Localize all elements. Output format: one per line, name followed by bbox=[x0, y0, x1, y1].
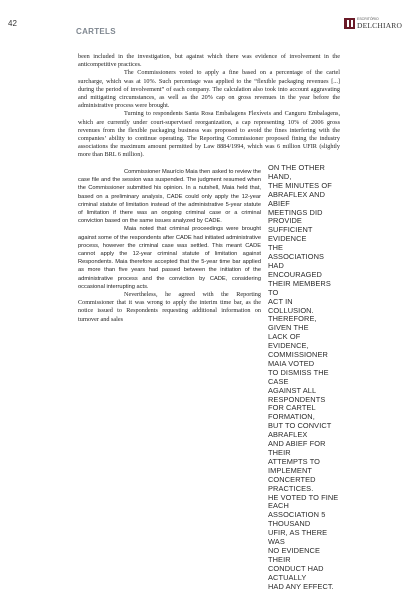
logo-line-1: ESCRITÓRIO bbox=[357, 17, 379, 21]
paragraph: Nevertheless, he agreed with the Reporting Commissioner that it was wrong to apply the interim time bar, as the notice issued to Respondents requesting additional information on turnover and sales bbox=[78, 291, 261, 323]
pull-quote-line: BUT TO CONVICT ABRAFLEX bbox=[268, 421, 332, 440]
pull-quote-line: THE ASSOCIATIONS bbox=[268, 243, 325, 262]
pull-quote bbox=[268, 164, 340, 592]
pull-quote-line: HE VOTED TO FINE EACH bbox=[268, 492, 339, 511]
logo-line-2: DELCHIARO bbox=[357, 21, 403, 30]
paragraph: Commissioner Maurício Maia then asked to review the case file and the session was suspended. The judgment resumed when the Commissioner submitted his opinion. In a nutshell, Maia held that, based on a preliminary analysis, CADE could only apply the 12-year criminal statute of limitation instead of the administrative 5-year statute of limitation if there was an ongoing criminal case or a criminal conviction based on the same issues analyzed by CADE. bbox=[78, 169, 261, 225]
firm-logo bbox=[344, 15, 412, 31]
paragraph: been included in the investigation, but against which there was evidence of involvement in the anticompetitive practices. bbox=[78, 53, 340, 69]
pull-quote-line: ATTEMPTS TO IMPLEMENT bbox=[268, 456, 321, 475]
pull-quote-line: MEETINGS DID PROVIDE bbox=[268, 207, 323, 226]
pull-quote-line: TO DISMISS THE CASE bbox=[268, 367, 329, 386]
pull-quote-line: HAD ENCOURAGED bbox=[268, 260, 322, 279]
pull-quote-line: UFIR, AS THERE WAS bbox=[268, 528, 328, 547]
page-number: 42 bbox=[8, 19, 17, 28]
paragraph: Maia noted that criminal proceedings were brought against some of the respondents after CADE had initiated administrative process, however the criminal case was settled. This meant CADE cannot apply the 12-year criminal statute of limitation against Respondents. Maia therefore accepted that the 5-year time bar applied as more than five years had passed between the initiation of the administrative process and the conviction by CADE, considering occasional interrupting acts. bbox=[78, 226, 261, 290]
pull-quote-line: AGAINST ALL RESPONDENTS bbox=[268, 385, 326, 404]
pull-quote-line: ABRAFLEX AND ABIEF bbox=[268, 189, 326, 208]
section-title: CARTELS bbox=[76, 27, 116, 36]
paragraph: Turning to respondents Santa Rosa Embalagens Flexíveis and Canguru Embalagens, which are currently under court-supervised reorganization, a cap representing 10% of 2006 gross revenues from the flexible packaging business was proposed to avoid the fines interfering with the companies’ ability to continue operating. The Reporting Commissioner proposed fining the industry associations the maximum amount permitted by Law 8884/1994, which was 6 million UFIR (slightly more than BRL 6 million). bbox=[78, 110, 340, 159]
pull-quote-line: AND ABIEF FOR THEIR bbox=[268, 439, 326, 457]
pull-quote-line: SUFFICIENT EVIDENCE bbox=[268, 225, 313, 244]
pull-quote-line: LACK OF EVIDENCE, bbox=[268, 332, 309, 351]
pull-quote-line: NO EVIDENCE THEIR bbox=[268, 545, 321, 564]
pull-quote-line: CONDUCT HAD ACTUALLY bbox=[268, 563, 324, 582]
pull-quote-line: HAD ANY EFFECT. bbox=[268, 581, 334, 591]
logo-mark-icon bbox=[344, 18, 355, 29]
pull-quote-line: THEIR MEMBERS TO bbox=[268, 278, 331, 297]
full-width-text bbox=[78, 53, 340, 160]
pull-quote-line: ON THE OTHER HAND, bbox=[268, 163, 325, 181]
pull-quote-line: COMMISSIONER MAIA VOTED bbox=[268, 350, 328, 368]
pull-quote-line: CONCERTED PRACTICES. bbox=[268, 474, 316, 493]
body-column bbox=[78, 168, 261, 324]
paragraph: The Commissioners voted to apply a fine based on a percentage of the cartel surcharge, which was at 10%. Such percentage was applied to the “flexible packaging revenues [...] during the period of involvement” of each company. The calculation also took into account aggravating and mitigating circumstances, as well as the 20% cap on gross revenues in the year before the administrative process were brought. bbox=[78, 69, 340, 110]
pull-quote-line: ASSOCIATION 5 THOUSAND bbox=[268, 510, 326, 529]
pull-quote-line: FOR CARTEL FORMATION, bbox=[268, 403, 316, 422]
pull-quote-line: THE MINUTES OF bbox=[268, 180, 332, 190]
pull-quote-line: ACT IN COLLUSION. bbox=[268, 296, 314, 315]
pull-quote-line: THEREFORE, GIVEN THE bbox=[268, 314, 317, 333]
